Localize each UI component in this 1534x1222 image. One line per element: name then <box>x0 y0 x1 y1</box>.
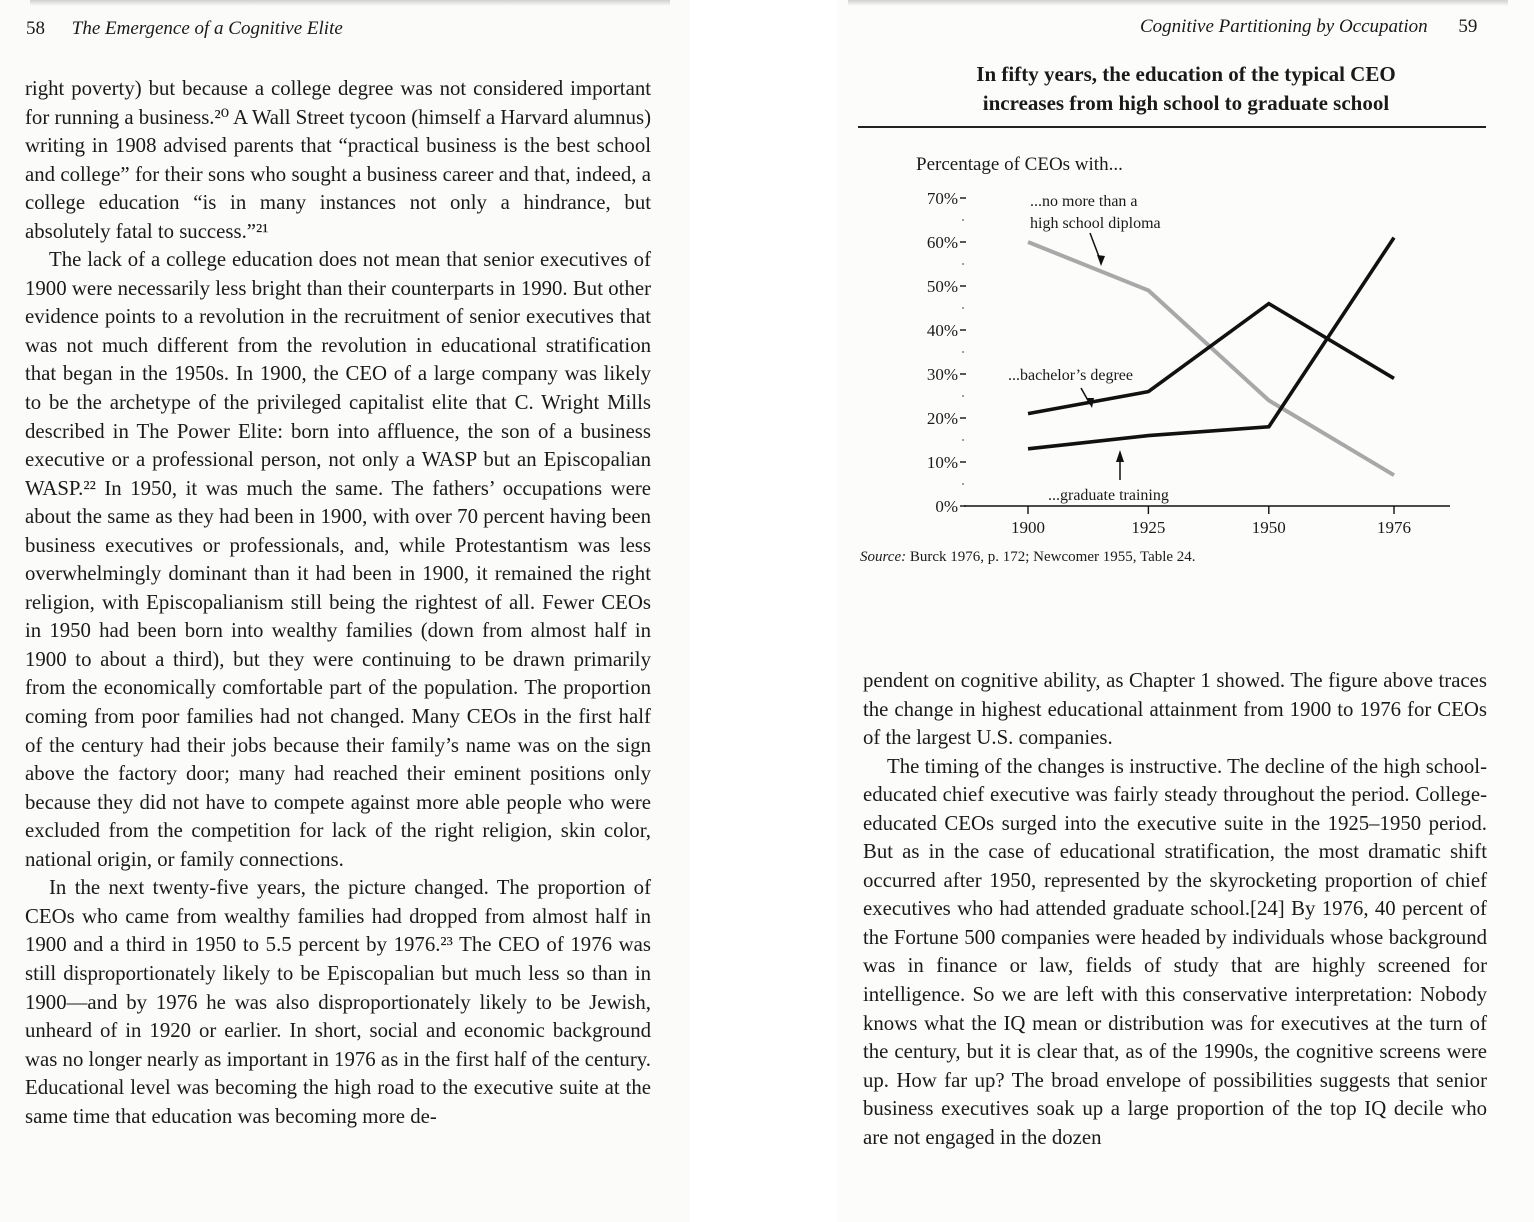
series-line-2 <box>1028 238 1394 449</box>
page-gutter <box>690 0 838 1222</box>
paragraph: In the next twenty-five years, the picture changed. The proportion of CEOs who came from wealthy families had dropped from almost half in 1900 and a third in 1950 to 5.5 percent by 1976.²³ The CEO of 1976 was still disproportionately likely to be Episcopalian but much less so than in 1900—and by 1976 he was also disproportionately likely to be Jewish, unheard of in 1920 or earlier. In short, social and economic background was no longer nearly as important in 1976 as in the first half of the century. Educational level was becoming the high road to the executive suite at the same time that education was becoming more de- <box>25 876 651 1128</box>
series-labels <box>1008 193 1169 504</box>
y-tick-label: 10% <box>926 453 958 472</box>
right-body-text <box>863 667 1487 1152</box>
label-high-school: ...no more than a <box>1030 193 1138 210</box>
y-tick-label: 50% <box>926 277 958 296</box>
x-tick-label: 1925 <box>1131 518 1166 537</box>
y-axis <box>927 189 966 516</box>
page-shadow <box>30 0 670 6</box>
series-line-0 <box>1028 242 1394 475</box>
label-graduate: ...graduate training <box>1048 487 1169 504</box>
source-label: Source: <box>860 549 907 565</box>
education-chart <box>838 140 1518 545</box>
figure-rule <box>858 126 1486 128</box>
label-bachelors: ...bachelor’s degree <box>1008 367 1133 384</box>
left-body-text <box>25 75 651 1131</box>
left-running-head <box>26 18 343 40</box>
y-tick-label: 30% <box>926 365 958 384</box>
figure-source <box>860 549 1196 566</box>
x-tick-label: 1900 <box>1011 518 1045 537</box>
right-running-head <box>1140 16 1477 38</box>
paragraph: The timing of the changes is instructive. The decline of the high school-educated chief executive was fairly steady throughout the period. College-educated CEOs surged into the executive suite in the 1925–1950 period. But as in the case of educational stratification, the most dramatic shift occurred after 1950, represented by the skyrocketing proportion of chief executives who had attended graduate school.[24] By 1976, 40 percent of the Fortune 500 companies were headed by individuals whose background was in finance or law, fields of study that are highly screened for intelligence. So we are left with this conservative interpretation: Nobody knows what the IQ mean or distribution was for executives at the turn of the century, but it is clear that, as of the 1990s, the cognitive screens were up. How far up? The broad envelope of possibilities suggests that senior business executives soak up a large proportion of the top IQ decile who are not engaged in the dozen <box>863 754 1487 1149</box>
source-text: Burck 1976, p. 172; Newcomer 1955, Table 24. <box>909 549 1196 565</box>
right-page-number: 59 <box>1458 16 1478 37</box>
series-lines <box>1028 238 1394 476</box>
right-page <box>838 0 1534 1222</box>
y-tick-label: 0% <box>935 497 958 516</box>
y-tick-label: 20% <box>926 409 958 428</box>
left-running-title: The Emergence of a Cognitive Elite <box>71 18 343 39</box>
page-shadow <box>848 0 1508 6</box>
label-pointer-arrowhead <box>1097 255 1105 266</box>
y-tick-label: 40% <box>926 321 958 340</box>
y-tick-label: 60% <box>926 233 958 252</box>
figure-title-line: increases from high school to graduate school <box>982 91 1390 115</box>
left-page <box>0 0 690 1222</box>
label-pointer-arrowhead <box>1116 450 1124 462</box>
y-tick-label: 70% <box>926 189 958 208</box>
label-high-school: high school diploma <box>1030 215 1161 232</box>
paragraph: The lack of a college education does not mean that senior executives of 1900 were necessarily less bright than their counterparts in 1990. But other evidence points to a revolution in the recruitment of senior executives that was not much different from the revolution in educational stratification that began in the 1950s. In 1900, the CEO of a large company was likely to be the archetype of the privileged capitalist elite that C. Wright Mills described in The Power Elite: born into affluence, the son of a business executive or a professional person, not only a WASP but an Episcopalian WASP.²² In 1950, it was much the same. The fathers’ occupations were about the same as they had been in 1900, with over 70 percent having been business executives or professionals, and, while Protestantism was less overwhelmingly dominant than it had been in 1900, it remained the right religion, with Episcopalianism still being the rightest of all. Fewer CEOs in 1950 had been born into wealthy families (down from almost half in 1900 to about a third), but they were continuing to be drawn primarily from the economically comfortable part of the population. The proportion coming from poor families had not changed. Many CEOs in the first half of the century had their jobs because their family’s name was on the sign above the factory door; many had reached their eminent positions only because they did not have to compete against more able people who were excluded from the competition for lack of the right religion, skin color, national origin, or family connections. <box>25 248 651 871</box>
x-tick-label: 1950 <box>1251 518 1286 537</box>
right-running-title: Cognitive Partitioning by Occupation <box>1140 16 1428 37</box>
figure-title <box>956 60 1416 118</box>
x-tick-label: 1976 <box>1377 518 1411 537</box>
paragraph: pendent on cognitive ability, as Chapter 1 showed. The figure above traces the change in highest educational attainment from 1900 to 1976 for CEOs of the largest U.S. companies. <box>863 669 1487 750</box>
paragraph: right poverty) but because a college degree was not considered important for running a business.²⁰ A Wall Street tycoon (himself a Harvard alumnus) writing in 1908 advised parents that “practical business is the best school and college” for their sons who sought a business career and that, indeed, a college education “is in many instances not only a hindrance, but absolutely fatal to success.”²¹ <box>25 77 651 243</box>
left-page-number: 58 <box>26 18 45 39</box>
figure-title-line: In fifty years, the education of the typical CEO <box>976 62 1396 86</box>
chart-y-axis-label: Percentage of CEOs with... <box>916 154 1123 175</box>
x-axis <box>964 506 1450 537</box>
